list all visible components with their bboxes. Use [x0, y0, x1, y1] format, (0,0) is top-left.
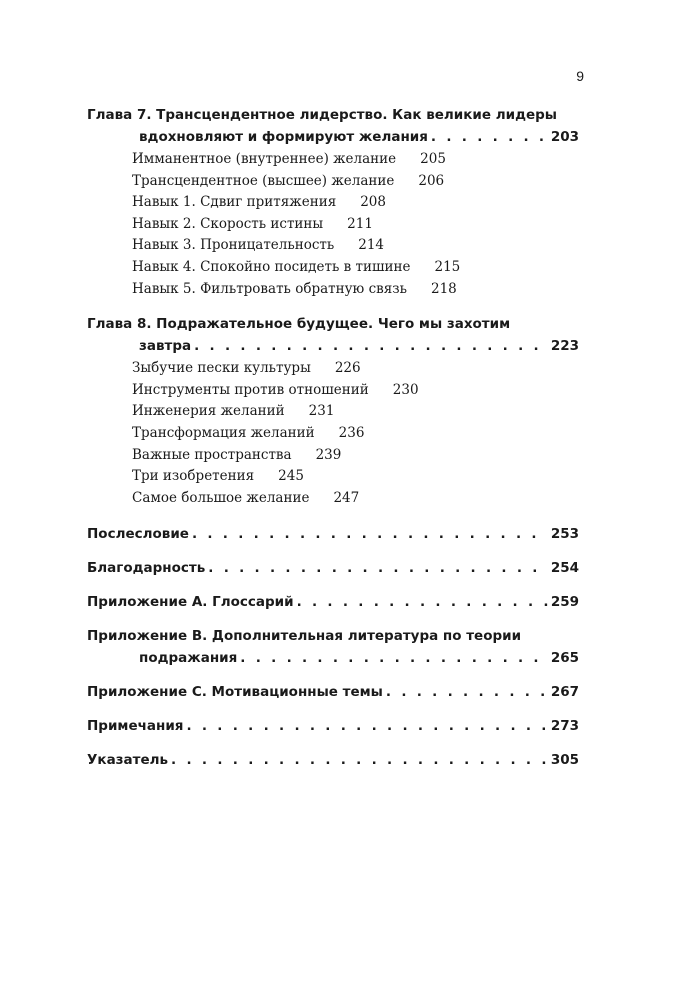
toc-subsection[interactable]	[132, 257, 579, 279]
toc-subsection[interactable]	[132, 380, 579, 402]
entry-page-number: 305	[550, 752, 579, 769]
toc-subsection[interactable]	[132, 192, 579, 214]
entry-line	[87, 591, 579, 613]
dot-leader	[240, 647, 548, 669]
toc-chapter-7[interactable]	[87, 104, 579, 148]
dot-leader	[171, 749, 548, 771]
entry-line	[87, 681, 579, 703]
entry-title-cont: подражания	[139, 650, 238, 667]
subsection-page: 206	[418, 172, 445, 189]
chapter-page-number: 223	[550, 338, 579, 355]
toc-entry-appendix-c[interactable]	[87, 681, 579, 703]
chapter-page-number: 203	[550, 129, 579, 145]
entry-page-number: 259	[550, 594, 579, 611]
toc-subsection[interactable]	[132, 401, 579, 423]
subsection-page: 205	[420, 151, 446, 167]
entry-title: Благодарность	[87, 560, 206, 577]
entry-line	[87, 647, 579, 669]
toc-entry-afterword[interactable]	[87, 523, 579, 545]
subsection-title: Навык 1. Сдвиг притяжения	[132, 194, 337, 211]
dot-leader	[192, 523, 548, 545]
toc-subsection[interactable]	[132, 466, 579, 488]
subsection-title: Самое большое желание	[132, 489, 310, 506]
subsection-page: 226	[334, 360, 361, 377]
subsection-page: 247	[333, 489, 360, 506]
subsection-page: 245	[278, 468, 304, 485]
chapter-title-cont: вдохновляют и формируют желания	[139, 129, 428, 145]
toc-subsection[interactable]	[132, 235, 579, 257]
toc-subsection[interactable]	[132, 149, 579, 171]
subsection-title: Инструменты против отношений	[132, 381, 369, 398]
toc-chapter-8[interactable]	[87, 313, 579, 357]
toc-entry-acknowledgments[interactable]	[87, 557, 579, 579]
entry-line	[87, 749, 579, 771]
entry-page-number: 267	[550, 684, 579, 701]
subsection-title: Навык 3. Проницательность	[132, 237, 335, 254]
entry-line	[87, 557, 579, 579]
chapter-7-subsections	[87, 149, 579, 300]
toc-subsection[interactable]	[132, 279, 579, 301]
dot-leader	[386, 681, 548, 703]
entry-page-number: 254	[550, 560, 579, 577]
toc-subsection[interactable]	[132, 171, 579, 193]
chapter-8-subsections	[87, 358, 579, 509]
toc-subsection[interactable]	[132, 423, 579, 445]
table-of-contents	[87, 104, 579, 771]
toc-subsection[interactable]	[132, 445, 579, 467]
subsection-title: Важные пространства	[132, 446, 292, 463]
subsection-page: 236	[338, 424, 365, 441]
toc-subsection[interactable]	[132, 358, 579, 380]
dot-leader	[208, 557, 548, 579]
page-number: 9	[576, 68, 584, 84]
subsection-page: 239	[315, 446, 342, 463]
entry-title: Указатель	[87, 752, 169, 769]
end-matter	[87, 523, 579, 771]
subsection-page: 218	[430, 280, 457, 297]
entry-title: Приложение В. Дополнительная литература по теории	[87, 628, 522, 645]
subsection-title: Имманентное (внутреннее) желание	[132, 151, 397, 167]
toc-entry-notes[interactable]	[87, 715, 579, 737]
subsection-title: Навык 4. Спокойно посидеть в тишине	[132, 258, 411, 275]
entry-title: Приложение А. Глоссарий	[87, 594, 294, 611]
chapter-title-line	[87, 126, 579, 148]
toc-subsection[interactable]	[132, 214, 579, 236]
chapter-title: Глава 7. Трансцендентное лидерство. Как великие лидеры	[87, 107, 557, 123]
subsection-title: Три изобретения	[132, 468, 255, 485]
toc-entry-appendix-b[interactable]	[87, 625, 579, 669]
subsection-page: 215	[434, 258, 461, 275]
subsection-title: Зыбучие пески культуры	[132, 360, 311, 377]
entry-line	[87, 715, 579, 737]
subsection-page: 208	[360, 194, 386, 211]
toc-subsection[interactable]	[132, 488, 579, 510]
chapter-title: Глава 8. Подражательное будущее. Чего мы захотим	[87, 316, 511, 333]
entry-page-number: 265	[550, 650, 579, 667]
entry-page-number: 253	[550, 526, 579, 543]
dot-leader	[431, 126, 548, 148]
subsection-title: Трансформация желаний	[132, 424, 315, 441]
toc-entry-index[interactable]	[87, 749, 579, 771]
dot-leader	[194, 335, 548, 357]
subsection-page: 214	[358, 237, 385, 254]
entry-title: Примечания	[87, 718, 184, 735]
subsection-title: Навык 2. Скорость истины	[132, 215, 324, 232]
dot-leader	[297, 591, 548, 613]
entry-title: Послесловие	[87, 526, 189, 543]
subsection-title: Инженерия желаний	[132, 403, 285, 420]
chapter-title-line	[87, 335, 579, 357]
subsection-page: 231	[308, 403, 335, 420]
dot-leader	[186, 715, 547, 737]
chapter-title-cont: завтра	[139, 338, 192, 355]
subsection-page: 230	[392, 381, 419, 398]
subsection-title: Трансцендентное (высшее) желание	[132, 172, 395, 189]
subsection-page: 211	[347, 215, 373, 232]
entry-line	[87, 523, 579, 545]
entry-page-number: 273	[550, 718, 579, 735]
toc-entry-appendix-a[interactable]	[87, 591, 579, 613]
entry-title: Приложение С. Мотивационные темы	[87, 684, 383, 701]
subsection-title: Навык 5. Фильтровать обратную связь	[132, 280, 407, 297]
